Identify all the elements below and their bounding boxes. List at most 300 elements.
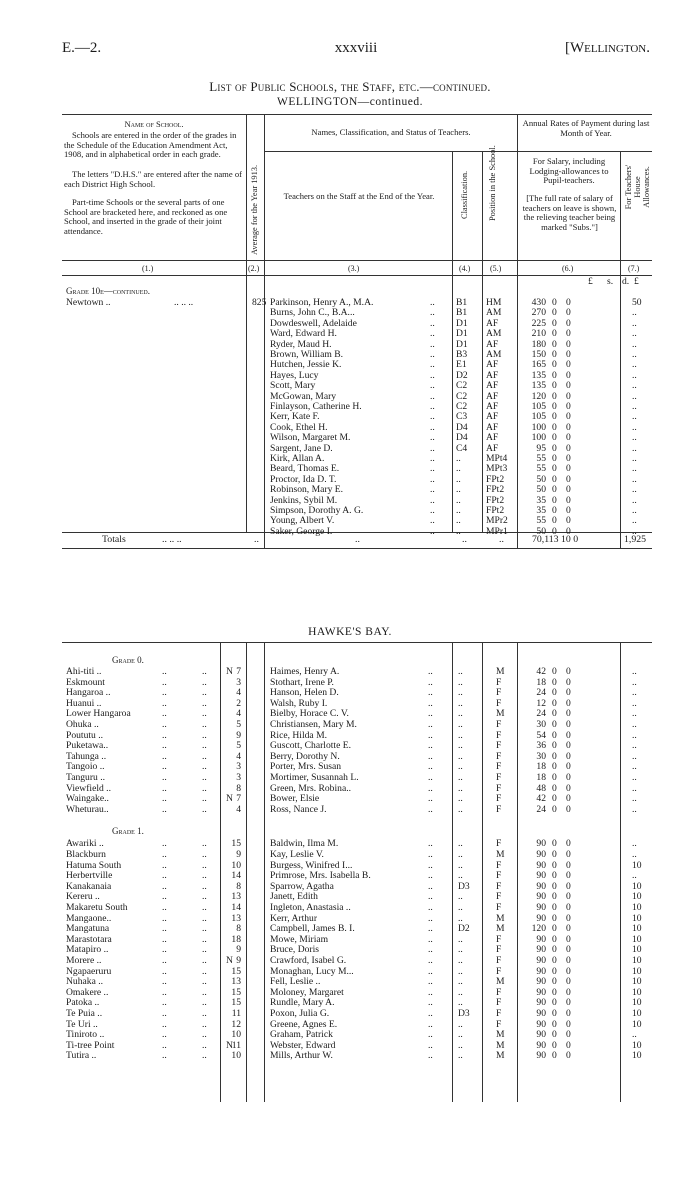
teacher-name: Moloney, Margaret [270,986,344,998]
teacher-classification: .. [458,912,463,924]
school-name: Hatuma South [66,859,122,871]
salary-shillings: 0 [552,772,557,783]
salary-pence: 0 [566,923,571,935]
school-average: 13 [231,891,241,903]
teacher-classification: .. [458,719,463,730]
salary-pounds: 50 [536,484,546,496]
house-allowance: .. [632,719,637,730]
leader-dots: .. [162,1018,167,1030]
teacher-position: F [496,933,502,945]
leader-dots: .. [162,676,167,688]
teacher-name: Walsh, Ruby I. [270,697,328,709]
col3-top-heading: Names, Classification, and Status of Teachers. [311,127,471,137]
leader-dots: .. [430,338,435,350]
leader-dots: .. [162,933,167,945]
col6-heading: For Salary, including Lodging-allowances to Pupil-teachers. [529,156,609,186]
salary-pence: 0 [566,390,571,402]
school-name: Tutira .. [66,1050,97,1062]
leader-dots: .. [428,923,433,935]
school-name: Mangatuna [66,923,110,935]
school-name: Herbertville [66,870,113,882]
teacher-position: F [496,740,502,752]
salary-pence: 0 [566,740,571,752]
leader-dots: .. [202,687,207,699]
teacher-name: Brown, William B. [270,349,343,360]
teacher-classification: C2 [456,390,468,402]
salary-shillings: 0 [552,838,557,850]
leader-dots: .. [162,1050,167,1062]
house-allowance: .. [632,442,637,454]
school-mark: N [226,666,233,677]
school-row [62,666,652,677]
house-allowance: 10 [632,955,642,966]
leader-dots: .. [428,782,433,794]
salary-shillings: 0 [552,750,557,762]
teacher-name: Dowdeswell, Adelaide [270,317,357,329]
teacher-name: Green, Mrs. Robina.. [270,782,351,794]
teacher-position: F [496,782,502,794]
teacher-classification: .. [458,902,463,913]
school-row [62,783,652,794]
col7-heading: For Teachers' House Allowances. [624,164,651,210]
teacher-name: Christiansen, Mary M. [270,719,357,730]
leader-dots: .. [202,1029,207,1041]
school-row [62,751,652,762]
leader-dots: .. [162,697,167,709]
col4-heading: Classification. [460,170,469,219]
school-name: Makaretu South [66,902,128,913]
teacher-classification: .. [458,1050,463,1062]
house-allowance: .. [632,515,637,527]
teacher-position: AM [486,307,502,319]
school-average: 8 [236,880,241,892]
teacher-name: Hutchen, Jessie K. [270,359,342,371]
salary-pounds: 90 [536,1039,546,1051]
school-row [62,849,652,860]
teacher-name: Burgess, Winifred I... [270,859,353,871]
teacher-classification: .. [458,870,463,882]
house-allowance: 10 [632,976,642,988]
school-average: 9 [236,849,241,860]
teacher-classification: .. [458,1029,463,1041]
teacher-position: AF [486,442,499,454]
school-dots: .. .. .. [174,297,194,308]
leader-dots: .. [162,838,167,850]
salary-pence: 0 [566,401,571,412]
house-allowance: 10 [632,880,642,892]
teacher-classification: D4 [456,421,468,433]
teacher-name: Cook, Ethel H. [270,421,328,433]
leader-dots: .. [430,421,435,433]
salary-shillings: 0 [552,944,557,956]
salary-shillings: 0 [552,687,557,699]
teacher-classification: D3 [458,880,470,892]
leader-dots: .. [162,1008,167,1019]
leader-dots: .. [430,380,435,392]
house-allowance: .. [632,453,637,464]
school-average: 15 [231,838,241,850]
leader-dots: .. [162,708,167,720]
house-allowance: .. [632,328,637,340]
leader-dots: .. [430,442,435,454]
school-average: 9 [236,944,241,956]
salary-pounds: 18 [536,761,546,773]
teacher-classification: C2 [456,380,468,392]
salary-shillings: 0 [552,782,557,794]
leader-dots: .. [430,328,435,340]
salary-pounds: 90 [536,1050,546,1062]
salary-pence: 0 [566,997,571,1009]
school-name: Tahunga .. [66,750,107,762]
leader-dots: .. [202,676,207,688]
leader-dots: .. [202,944,207,956]
salary-shillings: 0 [552,380,557,392]
leader-dots: .. [430,349,435,360]
house-allowance: .. [632,803,637,815]
col2-heading: Average for the Year 1913. [250,164,259,255]
teacher-classification: C3 [456,411,468,423]
teacher-position: M [496,849,505,860]
school-name: Viewfield .. [66,782,111,794]
leader-dots: .. [428,793,433,805]
teacher-row [62,463,652,474]
leader-dots: .. [162,750,167,762]
salary-shillings: 0 [552,803,557,815]
teacher-name: Hayes, Lucy [270,369,319,381]
section-title-hawkes-bay: HAWKE'S BAY. [308,626,392,638]
school-average: 7 [236,666,241,677]
teacher-name: Burns, John C., B.A... [270,307,355,319]
salary-shillings: 0 [552,453,557,464]
teacher-position: AF [486,380,499,392]
salary-pence: 0 [566,380,571,392]
teacher-classification: .. [458,772,463,783]
school-average: 5 [236,719,241,730]
salary-pounds: 120 [531,390,546,402]
school-row [62,923,652,934]
school-average: 2 [236,697,241,709]
teacher-position: AM [486,349,502,360]
grade-heading: Grade 1. [112,826,144,837]
school-average: 9 [236,729,241,741]
teacher-classification: .. [458,687,463,699]
leader-dots: .. [162,976,167,988]
teacher-position: F [496,955,502,966]
leader-dots: .. [428,891,433,903]
house-allowance: .. [632,793,637,805]
leader-dots: .. [202,1008,207,1019]
col5-heading: Position in the School. [488,145,497,221]
school-row [62,708,652,719]
house-allowance: .. [632,782,637,794]
salary-pounds: 90 [536,997,546,1009]
teacher-name: Bielby, Horace C. V. [270,708,349,720]
teacher-name: Rundle, Mary A. [270,997,335,1009]
leader-dots: .. [162,782,167,794]
salary-pounds: 18 [536,772,546,783]
leader-dots: .. [428,870,433,882]
salary-pounds: 90 [536,955,546,966]
col7-number: (7.) [628,264,640,273]
totals-classification: .. [462,534,467,545]
leader-dots: .. [430,297,435,308]
leader-dots: .. [428,1039,433,1051]
teacher-row [62,339,652,350]
house-allowance: .. [632,317,637,329]
leader-dots: .. [162,729,167,741]
teacher-position: F [496,750,502,762]
leader-dots: .. [428,676,433,688]
salary-shillings: 0 [552,442,557,454]
col1-number: (1.) [142,264,154,273]
leader-dots: .. [428,697,433,709]
house-allowance: 10 [632,891,642,903]
salary-shillings: 0 [552,1029,557,1041]
school-name: Awariki .. [66,838,104,850]
salary-pounds: 90 [536,976,546,988]
salary-pounds: 24 [536,803,546,815]
house-allowance: 10 [632,944,642,956]
teacher-name: Webster, Edward [270,1039,336,1051]
teacher-name: Ingleton, Anastasia .. [270,902,351,913]
teacher-classification: D3 [458,1008,470,1019]
district-name: [Wellington. [564,40,650,56]
school-name: Hangaroa .. [66,687,111,699]
salary-pounds: 55 [536,515,546,527]
teacher-name: Parkinson, Henry A., M.A. [270,297,374,308]
salary-pounds: 30 [536,750,546,762]
shillings-symbol: s. [607,276,614,287]
house-allowance: .. [632,838,637,850]
salary-pence: 0 [566,955,571,966]
salary-pounds: 210 [531,328,546,340]
school-average: 4 [236,750,241,762]
teacher-classification: .. [456,505,461,516]
teacher-classification: B1 [456,297,468,308]
salary-pence: 0 [566,697,571,709]
leader-dots: .. [162,1029,167,1041]
teacher-position: F [496,944,502,956]
teacher-name: Bower, Elsie [270,793,320,805]
teacher-row [62,328,652,339]
currency-header [62,276,652,287]
school-average: 12 [231,1018,241,1030]
salary-shillings: 0 [552,401,557,412]
leader-dots: .. [202,1018,207,1030]
salary-shillings: 0 [552,390,557,402]
teacher-classification: .. [456,484,461,496]
teacher-name: Ryder, Maud H. [270,338,332,350]
teacher-classification: C2 [456,401,468,412]
school-average: 14 [231,902,241,913]
leader-dots: .. [162,687,167,699]
salary-pounds: 30 [536,719,546,730]
salary-shillings: 0 [552,859,557,871]
teacher-name: Haimes, Henry A. [270,666,340,677]
salary-pence: 0 [566,317,571,329]
leader-dots: .. [202,859,207,871]
teacher-row [62,474,652,485]
col1-note-dhs: The letters "D.H.S." are entered after the name of each District High School. [64,169,242,189]
school-average: 8 [236,923,241,935]
teacher-name: Janett, Edith [270,891,318,903]
school-average: 7 [236,793,241,805]
school-average: 3 [236,761,241,773]
leader-dots: .. [202,1039,207,1051]
teacher-position: AF [486,390,499,402]
leader-dots: .. [202,750,207,762]
school-row [62,730,652,741]
teacher-position: MPr1 [486,525,508,537]
teacher-row [62,349,652,360]
leader-dots: .. [428,719,433,730]
teacher-name: Scott, Mary [270,380,316,392]
school-name: Poututu .. [66,729,104,741]
leader-dots: .. [202,976,207,988]
teacher-classification: .. [456,525,461,537]
leader-dots: .. [202,986,207,998]
salary-shillings: 0 [552,473,557,485]
totals-teachers: .. [355,534,360,545]
leader-dots: .. [428,750,433,762]
school-average: 15 [231,986,241,998]
salary-pounds: 24 [536,708,546,720]
leader-dots: .. [430,515,435,527]
teacher-name: Porter, Mrs. Susan [270,761,342,773]
leader-dots: .. [202,782,207,794]
teacher-classification: .. [456,453,461,464]
leader-dots: .. [428,729,433,741]
salary-shillings: 0 [552,666,557,677]
salary-pence: 0 [566,328,571,340]
school-row [62,860,652,871]
salary-pounds: 48 [536,782,546,794]
salary-shillings: 0 [552,1008,557,1019]
teacher-name: Mortimer, Susannah L. [270,772,359,783]
teacher-classification: .. [458,782,463,794]
salary-shillings: 0 [552,740,557,752]
salary-pounds: 270 [531,307,546,319]
house-allowance: .. [632,666,637,677]
teacher-classification: .. [458,708,463,720]
teacher-classification: .. [456,473,461,485]
salary-shillings: 0 [552,1018,557,1030]
leader-dots: .. [162,803,167,815]
salary-pounds: 90 [536,838,546,850]
leader-dots: .. [430,390,435,402]
school-row [62,1050,652,1061]
salary-pence: 0 [566,719,571,730]
salary-pence: 0 [566,976,571,988]
teacher-position: F [496,719,502,730]
salary-pounds: 180 [531,338,546,350]
salary-pounds: 100 [531,421,546,433]
school-name: Te Puia .. [66,1008,103,1019]
teacher-name: Mowe, Miriam [270,933,329,945]
teacher-name: Jenkins, Sybil M. [270,494,338,506]
salary-pence: 0 [566,484,571,496]
leader-dots: .. [428,708,433,720]
school-average: 10 [231,1029,241,1041]
salary-pounds: 90 [536,880,546,892]
leader-dots: .. [202,965,207,977]
leader-dots: .. [202,772,207,783]
teacher-name: Beard, Thomas E. [270,463,340,475]
teacher-classification: .. [458,859,463,871]
salary-shillings: 0 [552,359,557,371]
salary-shillings: 0 [552,793,557,805]
salary-pence: 0 [566,849,571,860]
teacher-row [62,370,652,381]
salary-pounds: 105 [531,401,546,412]
salary-pounds: 90 [536,902,546,913]
house-allowance: .. [632,708,637,720]
house-allowance: .. [632,729,637,741]
house-allowance: .. [632,505,637,516]
teacher-position: F [496,761,502,773]
house-allowance: 10 [632,859,642,871]
leader-dots: .. [428,1050,433,1062]
totals-label: Totals [102,534,126,545]
salary-pence: 0 [566,494,571,506]
leader-dots: .. [202,803,207,815]
salary-shillings: 0 [552,676,557,688]
teacher-position: AF [486,338,499,350]
leader-dots: .. [428,849,433,860]
teacher-name: Ross, Nance J. [270,803,327,815]
leader-dots: .. [202,666,207,677]
school-row [62,1008,652,1019]
teacher-row [62,443,652,454]
leader-dots: .. [202,955,207,966]
teacher-name: Robinson, Mary E. [270,484,344,496]
salary-pence: 0 [566,666,571,677]
salary-pence: 0 [566,307,571,319]
school-row [62,997,652,1008]
teacher-position: F [496,1018,502,1030]
school-name: Kanakanaia [66,880,112,892]
totals-dots: .. .. .. [162,534,182,545]
house-allowance: .. [632,750,637,762]
leader-dots: .. [428,912,433,924]
leader-dots: .. [428,838,433,850]
leader-dots: .. [430,494,435,506]
teacher-classification: .. [458,676,463,688]
teacher-row [62,318,652,329]
salary-pence: 0 [566,442,571,454]
teacher-position: AF [486,432,499,444]
salary-pounds: 90 [536,1008,546,1019]
school-row [62,955,652,966]
school-row [62,891,652,902]
school-row [62,966,652,977]
teacher-row [62,307,652,318]
salary-pounds: 90 [536,859,546,871]
salary-pounds: 90 [536,849,546,860]
col1-note-order: Schools are entered in the order of the grades in the Schedule of the Education Amendment Act, 1908, and in alphabetical order in each grade. [64,130,237,160]
house-allowance: .. [632,421,637,433]
salary-pounds: 225 [531,317,546,329]
leader-dots: .. [162,740,167,752]
salary-pence: 0 [566,859,571,871]
leader-dots: .. [430,463,435,475]
teacher-classification: B3 [456,349,468,360]
teacher-classification: .. [458,697,463,709]
teacher-name: Proctor, Ida D. T. [270,473,337,485]
report-code: E.—2. [62,40,102,56]
leader-dots: .. [428,1018,433,1030]
col6-note: [The full rate of salary of teachers on leave is shown, the relieving teacher being marked "Subs."] [522,193,617,232]
